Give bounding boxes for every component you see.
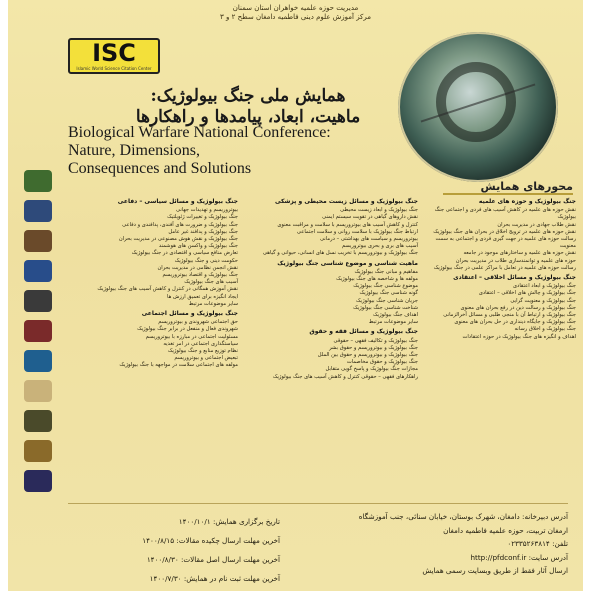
partner-logo-icon [24, 320, 52, 342]
date-line: آخرین مهلت ارسال چکیده مقالات: ۱۴۰۰/۸/۱۵ [142, 536, 280, 545]
contact-line: آدرس دبیرخانه: دامغان، شهرک بوستان، خیابان سنائی، جنب آموزشگاه [358, 512, 568, 521]
list-item: موضوع شناسی جنگ بیولوژیک [353, 283, 418, 290]
list-item: حوزه های علمیه و توانمندسازی طلاب در مدیریت بحران [455, 257, 576, 264]
list-item: تعارض منافع سیاسی و اقتصادی در جنگ بیولوژیک [131, 250, 238, 257]
column-heading: جنگ بیولوژیک و مسائل فقه و حقوق [309, 328, 418, 336]
list-item: اهداف جنگ بیولوژیک [373, 312, 418, 319]
list-item: حق اجتماعی شهروندی و بیوتروریسم [158, 319, 238, 326]
title-en-line-3: Consequences and Solutions [68, 160, 252, 177]
date-line: آخرین مهلت ارسال اصل مقالات: ۱۴۰۰/۸/۳۰ [146, 555, 280, 564]
list-item: جنگ بیولوژیک و چالش های اخلاقی – اعتقادی [478, 290, 576, 297]
topics-column-left [60, 196, 238, 370]
list-item: نقش آموزش همگانی در کنترل و کاهش آسیب های جنگ بیولوژیک [97, 286, 238, 293]
column-heading: جنگ بیولوژیک و مسائل اخلاقی – اعتقادی [453, 274, 576, 282]
partner-logo-icon [24, 230, 52, 252]
list-item: ایجاد انگیزه برای تعمیق ارزش ها [166, 293, 238, 300]
partner-logo-icon [24, 410, 52, 432]
poster-header [8, 4, 583, 22]
contact-line: ارسال آثار فقط از طریق وبسایت رسمی همایش [422, 566, 568, 575]
list-item: ارتباط جنگ بیولوژیک با سلامت روانی و سلامت اجتماعی [296, 228, 418, 235]
list-item: نقش حوزه های علمیه و ساختارهای موجود در جامعه [463, 250, 576, 257]
globe-biohazard-image [398, 32, 558, 182]
list-item: گونه شناسی جنگ بیولوژیک [359, 290, 418, 297]
isc-logo [68, 38, 160, 74]
list-item: جنگ بیولوژیک و حقوق مخاصمات [346, 359, 418, 366]
topics-column-middle [246, 196, 418, 381]
title-fa-line-1: همایش ملی جنگ بیولوژیک: [150, 86, 346, 106]
list-item: جنگ بیولوژیک و واکسن های هوشمند [158, 243, 238, 250]
list-item: جنگ بیولوژیک و تکالیف فقهی – حقوقی [333, 337, 418, 344]
partner-logo-icon [24, 440, 52, 462]
partner-logo-icon [24, 260, 52, 282]
list-item: بیوتروریسم و تهدیدات جهانی [176, 207, 238, 214]
column-heading: ماهیت شناسی و موضوع شناسی جنگ بیولوژیک [277, 259, 418, 267]
list-item: سیاستگذاری اجتماعی در امر تغذیه [163, 340, 238, 347]
list-item: بیوتروریسم و سیاست های بهداشتی – درمانی [319, 236, 418, 243]
website-link[interactable]: آدرس سایت: http://pfdconf.ir [470, 552, 568, 562]
list-item: اهداف و انگیزه های جنگ بیولوژیک در حوزه اعتقادات [462, 333, 576, 340]
list-item: جنگ بیولوژیک و ابعاد زیست محیطی [340, 207, 418, 214]
list-item: مولفه های اجتماعی سلامت در مواجهه با جنگ بیولوژیک [119, 362, 238, 369]
partner-logo-icon [24, 350, 52, 372]
list-item: جنگ بیولوژیک و اقتصاد بیوتروریسم [162, 272, 238, 279]
title-fa-line-2: ماهیت، ابعاد، پیامدها و راهکارها [135, 107, 361, 127]
list-item: مجازات جنگ بیولوژیک و پاسخ گویی متقابل [325, 366, 418, 373]
title-persian [118, 86, 378, 128]
list-item: جنگ بیولوژیک و رسالت دین در رفع بحران های معنوی [460, 304, 576, 311]
title-en-line-1: Biological Warfare National Conference: [68, 124, 331, 141]
header-line-1: مدیریت حوزه علمیه خواهران استان سمنان [232, 4, 359, 12]
list-item: جنگ بیولوژیک و نقش هوش مصنوعی در مدیریت بحران [118, 236, 238, 243]
partner-logo-icon [24, 170, 52, 192]
section-divider [68, 503, 568, 504]
partner-logo-icon [24, 470, 52, 492]
column-heading: جنگ بیولوژیک و حوزه های علمیه [478, 198, 576, 205]
list-item: جنگ بیولوژیک و بیوتروریسم و حقوق بشر [329, 344, 418, 351]
list-item: جنگ بیولوژیک و تغییرات ژئوپلتیک [167, 214, 238, 221]
list-item: جنگ بیولوژیک و ابعاد اعتقادی [512, 283, 576, 290]
list-item: نقش انجمن نظامی در مدیریت بحران [157, 264, 238, 271]
list-item: تبعیض اجتماعی و بیوتروریسم [174, 355, 238, 362]
conference-poster [8, 0, 583, 591]
list-item: نظام توزیع منابع و جنگ بیولوژیک [167, 348, 238, 355]
partner-logo-icon [24, 380, 52, 402]
important-dates [90, 512, 280, 588]
title-english [68, 124, 388, 178]
contact-line: تلفن: ۰۲۳۳۵۲۶۳۸۱۴ [507, 539, 568, 548]
contact-line: ارمغان تربیت، حوزه علمیه فاطمیه دامغان [443, 525, 568, 535]
topics-column-right [428, 196, 576, 341]
list-item: رسالت حوزه های علمیه در جهت گیری فردی و اجتماعی به سمت معنویت [435, 236, 576, 250]
list-item: جنگ بیولوژیک و پدافند غیر عامل [168, 228, 238, 235]
list-item: نقش طلاب جهادی در مدیریت بحران [497, 221, 576, 228]
list-item: سایر موضوعات مرتبط [188, 300, 238, 307]
list-item: شهروندی فعال و منفعل در برابر جنگ بیولوژیک [137, 326, 238, 333]
list-item: جنگ بیولوژیک و معنویت گرایی [510, 297, 576, 304]
column-heading: جنگ بیولوژیک و مسائل اجتماعی [141, 310, 238, 318]
partner-logos [20, 170, 56, 500]
partner-logo-icon [24, 290, 52, 312]
list-item: رسالت حوزه های علمیه در تعامل با مراکز علمی در جنگ بیولوژیک [433, 264, 576, 271]
list-item: مسئولیت اجتماعی در مبارزه با بیوتروریسم [145, 333, 238, 340]
list-item: آسیب های بری و بحری بیوتروریسم [341, 243, 418, 250]
list-item: آسیب های جنگ بیولوژیک [184, 279, 238, 286]
list-item: جریان شناسی جنگ بیولوژیک [356, 297, 418, 304]
list-item: نقش حوزه های علمیه در کاهش آسیب های فردی و اجتماعی جنگ بیولوژیک [434, 207, 576, 221]
column-heading: جنگ بیولوژیک و مسائل زیست محیطی و پزشکی [274, 198, 418, 205]
partner-logo-icon [24, 200, 52, 222]
list-item: جنگ بیولوژیک و ارتباط آن با منجی طلبی و مسائل آخرالزمانی [443, 312, 576, 319]
date-line: تاریخ برگزاری همایش: ۱۴۰۰/۱۰/۱ [178, 517, 280, 526]
isc-acronym: ISC [92, 39, 136, 67]
list-item: شناخت شناسی جنگ بیولوژیک [353, 304, 418, 311]
topics-title: محورهای همایش [443, 180, 573, 195]
list-item: جنگ بیولوژیک و بیوتروریسم و حقوق بین الملل [317, 352, 418, 359]
column-heading: جنگ بیولوژیک و مسائل سیاسی – دفاعی [117, 198, 238, 205]
list-item: مولفه ها و شاخصه های جنگ بیولوژیک [336, 276, 418, 283]
list-item: مفاهیم و مبانی جنگ بیولوژیک [354, 268, 418, 275]
list-item: حکومت دینی و جنگ بیولوژیک [174, 257, 238, 264]
list-item: جنگ بیولوژیک و ضرورت های آفندی، پدافندی و دفاعی [122, 221, 238, 228]
contact-info [308, 510, 568, 578]
list-item: کنترل و کاهش آسیب های بیوتروریسم با سلامت و مراقبت معنوی [277, 221, 418, 228]
list-item: نقش حوزه های علمیه در ترویج اخلاق در بحران های جنگ بیولوژیک [433, 228, 576, 235]
list-item: جنگ بیولوژیک و اخلاق رسانه [514, 326, 576, 333]
list-item: نقش داروهای گیاهی در تقویت سیستم ایمنی [322, 214, 418, 221]
list-item: جنگ بیولوژیک و جایگاه دینداری در حل بحران های معنوی [454, 319, 576, 326]
list-item: راهکارهای فقهی – حقوقی کنترل و کاهش آسیب های جنگ بیولوژیک [272, 373, 418, 380]
header-line-2: مرکز آموزش علوم دینی فاطمیه دامغان سطح ۲ و ۳ [220, 13, 371, 21]
list-item: جنگ بیولوژیک و بیوتروریسم با تخریب نسل های انسانی، حیوانی و گیاهی [262, 250, 418, 257]
isc-subtitle: Islamic World Science Citation Center [76, 66, 152, 71]
title-en-line-2: Nature, Dimensions, [68, 142, 200, 159]
list-item: سایر موضوعات مرتبط [368, 319, 418, 326]
date-line: آخرین مهلت ثبت نام در همایش: ۱۴۰۰/۷/۳۰ [149, 574, 280, 583]
